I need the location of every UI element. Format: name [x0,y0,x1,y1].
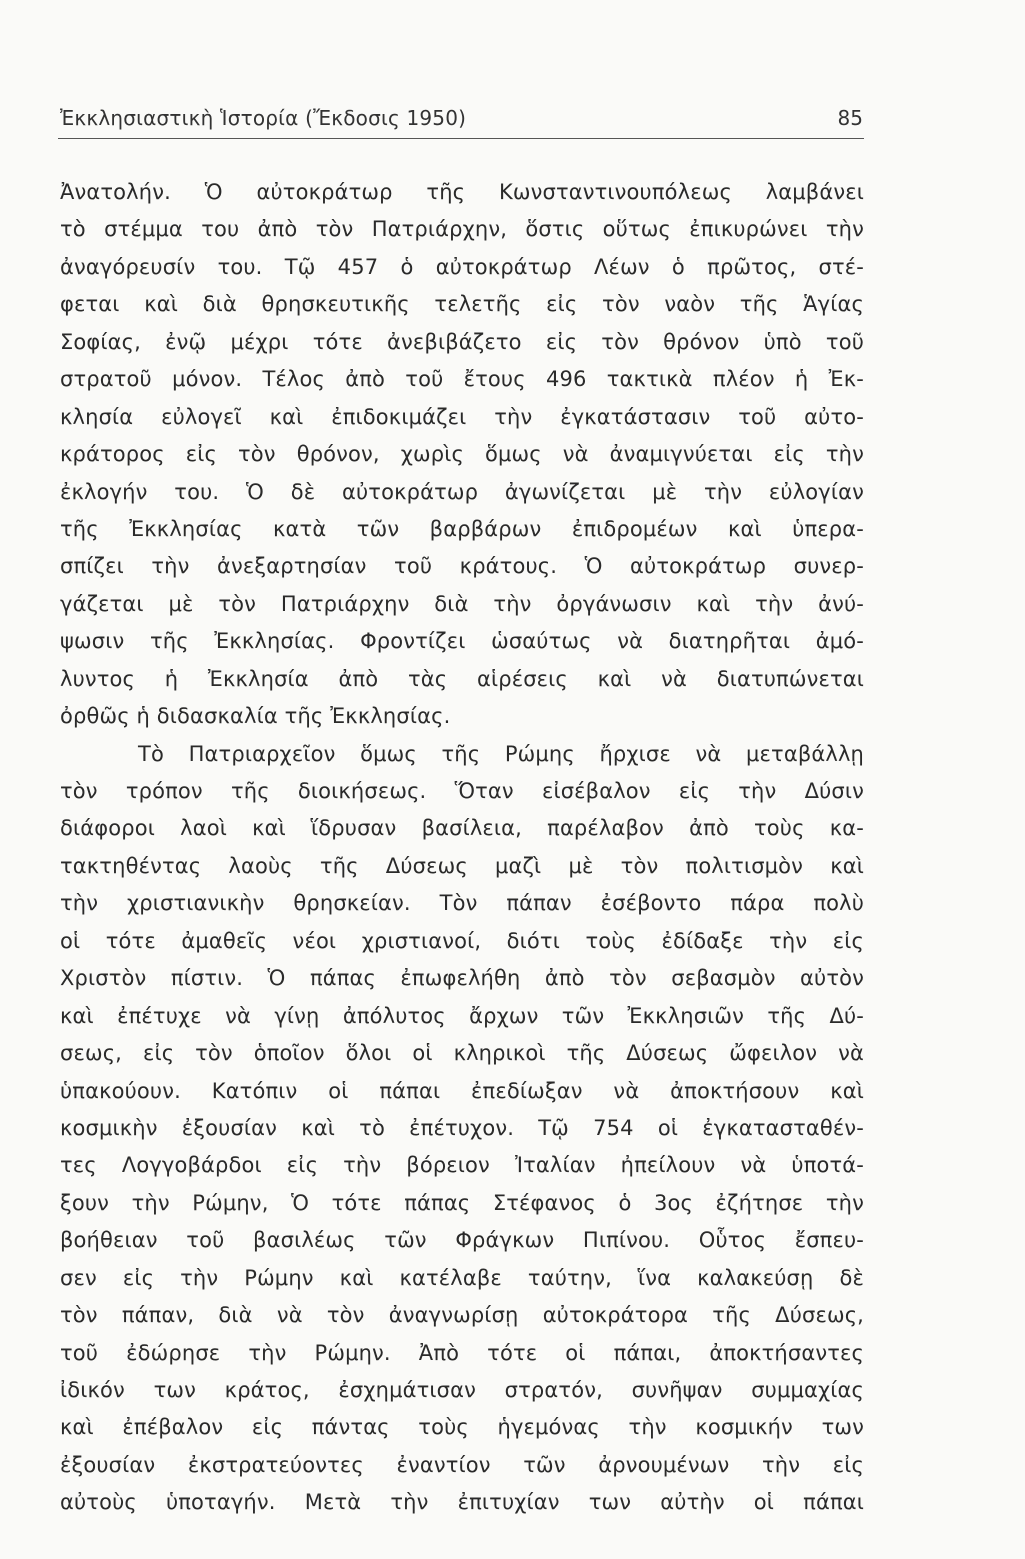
text-line: Σοφίας, ἐνῷ μέχρι τότε ἀνεβιβάζετο εἰς τὸν θρόνον ὑπὸ τοῦ [60,329,864,354]
text-line: τὸν πάπαν, διὰ νὰ τὸν ἀναγνωρίσῃ αὐτοκράτορα τῆς Δύσεως, [60,1303,864,1328]
text-line [60,1522,864,1559]
text-line: Ἀνατολήν. Ὁ αὐτοκράτωρ τῆς Κωνσταντινουπόλεως λαμβάνει [60,180,864,204]
text-line: ἀναγόρευσίν του. Τῷ 457 ὁ αὐτοκράτωρ Λέων ὁ πρῶτος, στέ- [60,254,864,279]
text-line: στρατοῦ μόνον. Τέλος ἀπὸ τοῦ ἔτους 496 τακτικὰ πλέον ἡ Ἐκ- [60,367,864,392]
text-line: οἱ τότε ἀμαθεῖς νέοι χριστιανοί, διότι τοὺς ἐδίδαξε τὴν εἰς [60,928,864,953]
text-line: Χριστὸν πίστιν. Ὁ πάπας ἐπωφελήθη ἀπὸ τὸν σεβασμὸν αὐτὸν [60,966,864,991]
text-line: σεως, εἰς τὸν ὁποῖον ὅλοι οἱ κληρικοὶ τῆς Δύσεως ὤφειλον νὰ [60,1041,864,1066]
text-line: τοῦ ἐδώρησε τὴν Ρώμην. Ἀπὸ τότε οἱ πάπαι, ἀποκτήσαντες [60,1340,864,1365]
text-line: τῆς Ἐκκλησίας κατὰ τῶν βαρβάρων ἐπιδρομέων καὶ ὑπερα- [60,516,864,541]
page-number: 85 [837,106,863,130]
text-line: λυντος ἡ Ἐκκλησία ἀπὸ τὰς αἱρέσεις καὶ νὰ διατυπώνεται [60,666,864,691]
text-line: τὸ στέμμα του ἀπὸ τὸν Πατριάρχην, ὅστις οὕτως ἐπικυρώνει τὴν [60,217,864,242]
text-line: γάζεται μὲ τὸν Πατριάρχην διὰ τὴν ὀργάνωσιν καὶ τὴν ἀνύ- [60,591,864,616]
text-line: τὸν τρόπον τῆς διοικήσεως. Ὅταν εἰσέβαλον εἰς τὴν Δύσιν [60,779,864,803]
header-rule [58,138,864,139]
text-line: τὴν χριστιανικὴν θρησκείαν. Τὸν πάπαν ἐσέβοντο πάρα πολὺ [60,891,864,916]
text-line: καὶ ἐπέβαλον εἰς πάντας τοὺς ἡγεμόνας τὴν κοσμικήν των [60,1415,864,1440]
text-line: διάφοροι λαοὶ καὶ ἵδρυσαν βασίλεια, παρέλαβον ἀπὸ τοὺς κα- [60,816,864,841]
text-line: βοήθειαν τοῦ βασιλέως τῶν Φράγκων Πιπίνου. Οὗτος ἔσπευ- [60,1228,864,1253]
text-line: κράτορος εἰς τὸν θρόνον, χωρὶς ὅμως νὰ ἀναμιγνύεται εἰς τὴν [60,442,864,467]
running-title: Ἐκκλησιαστικὴ Ἱστορία (Ἔκδοσις 1950) [60,106,467,130]
text-line: ἐξουσίαν ἐκστρατεύοντες ἐναντίον τῶν ἀρνουμένων τὴν εἰς [60,1452,864,1477]
text-line: αὐτοὺς ὑποταγήν. Μετὰ τὴν ἐπιτυχίαν των αὐτὴν οἱ πάπαι [60,1490,864,1515]
text-line: σεν εἰς τὴν Ρώμην καὶ κατέλαβε ταύτην, ἵνα καλακεύσῃ δὲ [60,1265,864,1290]
text-line: τακτηθέντας λαοὺς τῆς Δύσεως μαζὶ μὲ τὸν πολιτισμὸν καὶ [60,853,864,878]
body-text [60,174,864,1559]
paragraph-end-line: ὀρθῶς ἡ διδασκαλία τῆς Ἐκκλησίας. [60,704,451,729]
text-line: ὑπακούουν. Κατόπιν οἱ πάπαι ἐπεδίωξαν νὰ ἀποκτήσουν καὶ [60,1078,864,1103]
text-line: φεται καὶ διὰ θρησκευτικῆς τελετῆς εἰς τὸν ναὸν τῆς Ἁγίας [60,292,864,317]
text-line: ξουν τὴν Ρώμην, Ὁ τότε πάπας Στέφανος ὁ 3ος ἐζήτησε τὴν [60,1190,864,1215]
text-line: κοσμικὴν ἐξουσίαν καὶ τὸ ἐπέτυχον. Τῷ 754 οἱ ἐγκατασταθέν- [60,1115,864,1140]
text-line: κλησία εὐλογεῖ καὶ ἐπιδοκιμάζει τὴν ἐγκατάστασιν τοῦ αὐτο- [60,404,864,429]
text-line: τες Λογγοβάρδοι εἰς τὴν βόρειον Ἰταλίαν ἠπείλουν νὰ ὑποτά- [60,1153,864,1178]
running-header [60,102,863,134]
text-line: ἐκλογήν του. Ὁ δὲ αὐτοκράτωρ ἀγωνίζεται μὲ τὴν εὐλογίαν [60,479,864,504]
text-line: καὶ ἐπέτυχε νὰ γίνῃ ἀπόλυτος ἄρχων τῶν Ἐκκλησιῶν τῆς Δύ- [60,1003,864,1028]
paragraph-start-line: Τὸ Πατριαρχεῖον ὅμως τῆς Ρώμης ἤρχισε νὰ μεταβάλλῃ [138,741,864,766]
text-line: ἰδικόν των κράτος, ἐσχημάτισαν στρατόν, συνῆψαν συμμαχίας [60,1378,864,1402]
text-line: σπίζει τὴν ἀνεξαρτησίαν τοῦ κράτους. Ὁ αὐτοκράτωρ συνερ- [60,554,864,579]
text-line: ψωσιν τῆς Ἐκκλησίας. Φροντίζει ὡσαύτως νὰ διατηρῆται ἀμό- [60,629,864,654]
